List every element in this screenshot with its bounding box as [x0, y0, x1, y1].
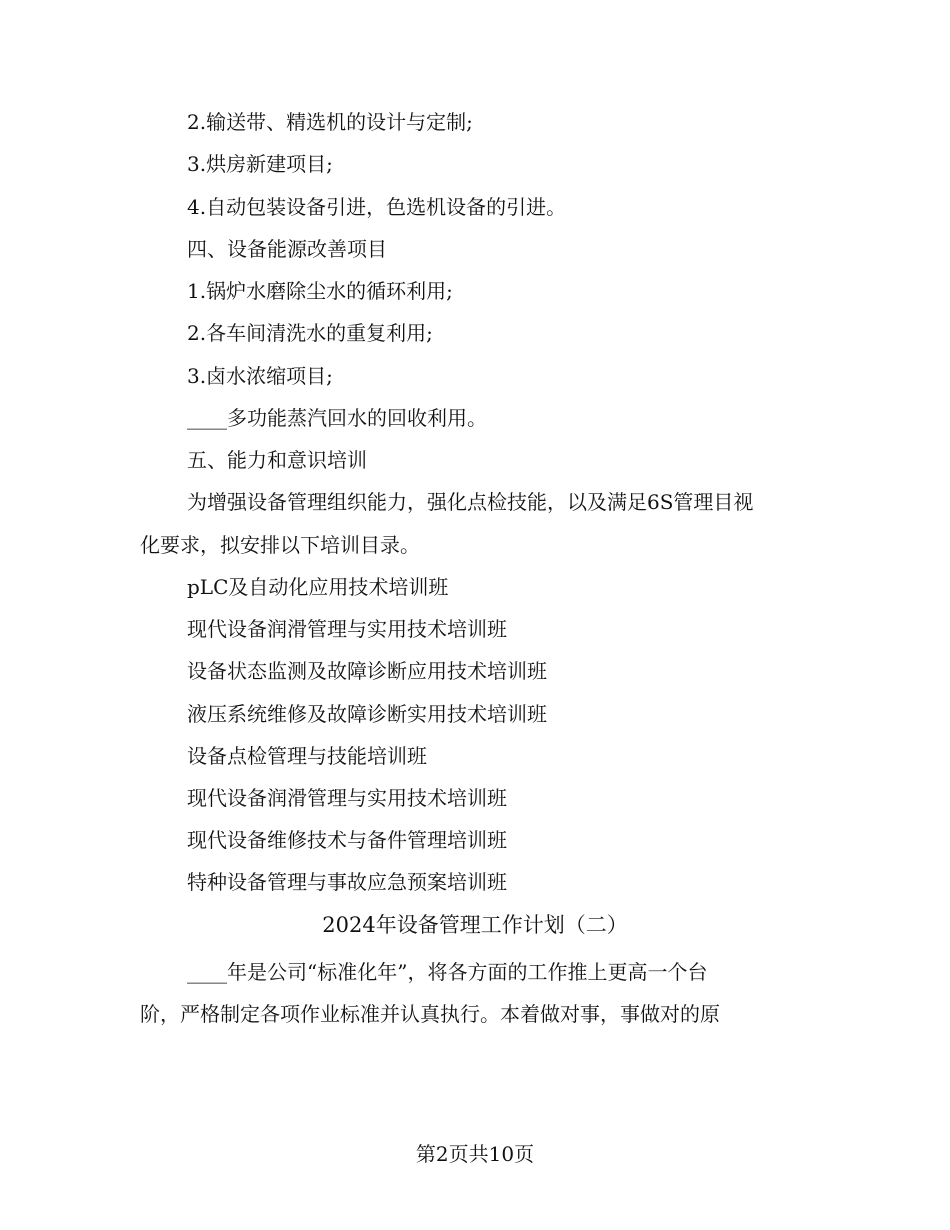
training-item: pLC及自动化应用技术培训班 — [187, 575, 449, 599]
list-item: ____多功能蒸汽回水的回收利用。 — [187, 406, 487, 430]
paragraph-line: ____年是公司“标准化年”，将各方面的工作推上更高一个台 — [187, 960, 708, 984]
training-item: 设备状态监测及故障诊断应用技术培训班 — [187, 659, 547, 683]
section-heading: 四、设备能源改善项目 — [187, 237, 387, 261]
list-item: 4.自动包装设备引进，色选机设备的引进。 — [187, 195, 567, 219]
list-item: 2.各车间清洗水的重复利用; — [187, 321, 433, 345]
training-item: 现代设备润滑管理与实用技术培训班 — [187, 617, 507, 641]
training-item: 现代设备维修技术与备件管理培训班 — [187, 828, 507, 852]
paragraph-line: 为增强设备管理组织能力，强化点检技能，以及满足6S管理目视 — [187, 490, 754, 514]
training-item: 现代设备润滑管理与实用技术培训班 — [187, 786, 507, 810]
list-item: 3.卤水浓缩项目; — [187, 364, 333, 388]
training-item: 液压系统维修及故障诊断实用技术培训班 — [187, 702, 547, 726]
training-item: 特种设备管理与事故应急预案培训班 — [187, 870, 507, 894]
section-heading: 五、能力和意识培训 — [187, 448, 367, 472]
list-item: 2.输送带、精选机的设计与定制; — [187, 110, 473, 134]
paragraph-line: 阶，严格制定各项作业标准并认真执行。本着做对事，事做对的原 — [140, 1002, 720, 1026]
training-item: 设备点检管理与技能培训班 — [187, 744, 427, 768]
list-item: 3.烘房新建项目; — [187, 152, 333, 176]
section-title: 2024年设备管理工作计划（二） — [322, 913, 628, 937]
page-number: 第2页共10页 — [415, 1142, 535, 1166]
paragraph-line: 化要求，拟安排以下培训目录。 — [140, 533, 420, 557]
list-item: 1.锅炉水磨除尘水的循环利用; — [187, 279, 453, 303]
